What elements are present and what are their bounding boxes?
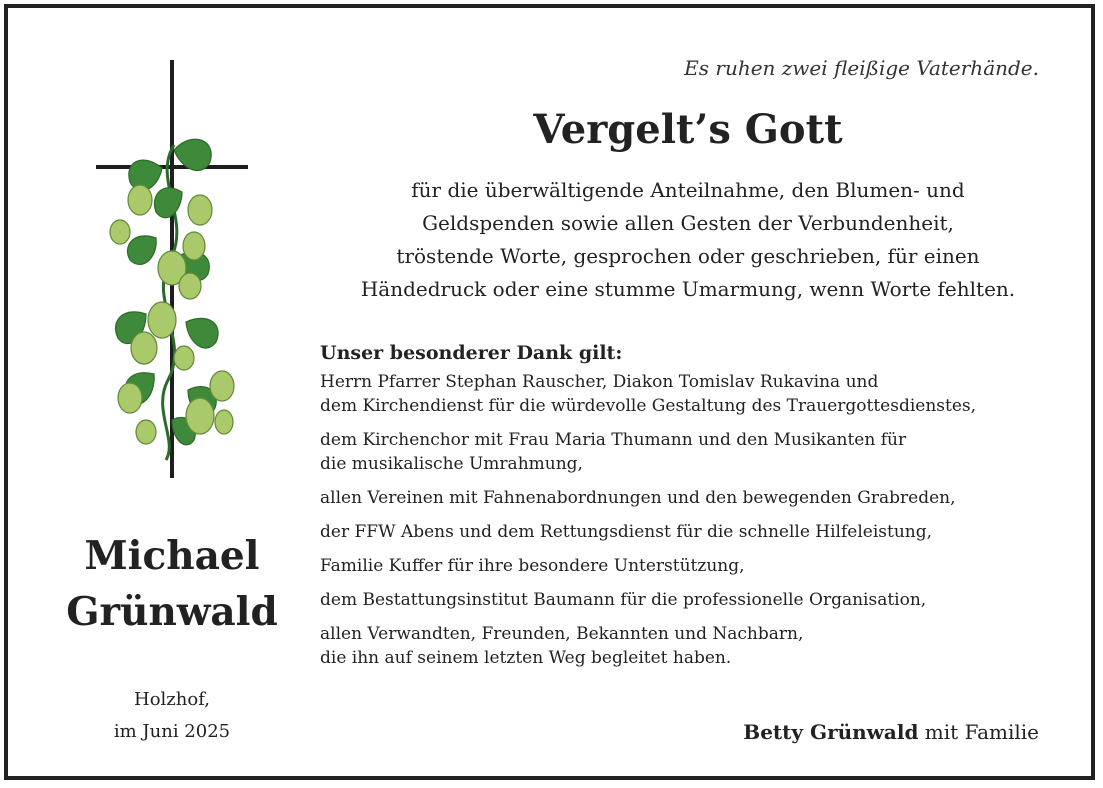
intro-line: tröstende Worte, gesprochen oder geschrieben, für einen — [396, 244, 980, 268]
deceased-last-name: Grünwald — [66, 589, 278, 635]
thanks-item — [320, 622, 1065, 670]
thanks-item — [320, 554, 1065, 578]
thanks-section — [320, 338, 1065, 680]
date-text: im Juni 2025 — [113, 721, 231, 742]
thanks-line: dem Bestattungsinstitut Baumann für die professionelle Organisation, — [320, 590, 927, 610]
cross-with-hop-vine-icon — [82, 60, 252, 480]
thanks-line: dem Kirchendienst für die würdevolle Gestaltung des Trauergottesdienstes, — [320, 396, 977, 416]
signature-suffix: mit Familie — [918, 720, 1039, 744]
left-column — [32, 8, 312, 776]
signature-name: Betty Grünwald — [743, 720, 919, 744]
notice-frame — [4, 4, 1095, 780]
intro-line: für die überwältigende Anteilnahme, den Blumen- und — [411, 178, 965, 202]
thanks-item — [320, 588, 1065, 612]
thanks-line: allen Verwandten, Freunden, Bekannten und Nachbarn, — [320, 624, 804, 644]
intro-line: Geldspenden sowie allen Gesten der Verbundenheit, — [422, 211, 954, 235]
headline: Vergelt’s Gott — [533, 106, 843, 153]
thanks-item — [320, 520, 1065, 544]
deceased-first-name: Michael — [84, 533, 260, 579]
thanks-line: die musikalische Umrahmung, — [320, 454, 583, 474]
thanks-line: dem Kirchenchor mit Frau Maria Thumann und den Musikanten für — [320, 430, 907, 450]
thanks-item — [320, 428, 1065, 476]
intro-text — [328, 174, 1048, 306]
thanks-line: allen Vereinen mit Fahnenabordnungen und den bewegenden Grabreden, — [320, 488, 956, 508]
thanks-heading: Unser besonderer Dank gilt: — [320, 342, 623, 364]
thanks-item — [320, 370, 1065, 418]
signature — [743, 720, 1039, 744]
thanks-line: der FFW Abens und dem Rettungsdienst für die schnelle Hilfeleistung, — [320, 522, 933, 542]
motto: Es ruhen zwei fleißige Vaterhände. — [684, 56, 1039, 80]
thanks-line: die ihn auf seinem letzten Weg begleitet haben. — [320, 648, 732, 668]
intro-line: Händedruck oder eine stumme Umarmung, wenn Worte fehlten. — [360, 277, 1016, 301]
thanks-line: Herrn Pfarrer Stephan Rauscher, Diakon Tomislav Rukavina und — [320, 372, 879, 392]
thanks-item — [320, 486, 1065, 510]
place-date — [32, 684, 312, 748]
place-text: Holzhof, — [134, 689, 210, 710]
thanks-line: Familie Kuffer für ihre besondere Unterstützung, — [320, 556, 745, 576]
deceased-name — [32, 528, 312, 640]
